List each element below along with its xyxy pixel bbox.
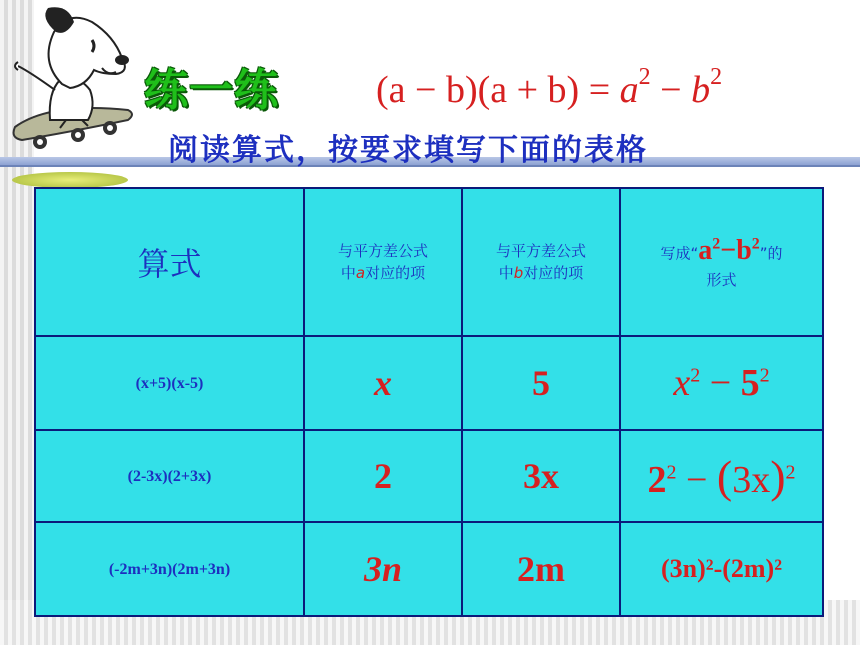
formula-exp-a: 2 bbox=[638, 64, 651, 91]
header-a-var: a bbox=[355, 264, 366, 282]
header-form-mid: −b bbox=[720, 234, 752, 266]
row1-a-value: x bbox=[374, 363, 392, 403]
row3-result bbox=[620, 522, 823, 616]
snoopy-skateboard-icon bbox=[10, 2, 140, 157]
row1-result-base2: 5 bbox=[740, 362, 760, 404]
formula-lhs: (a − b)(a + b) = bbox=[376, 69, 611, 111]
formula-a: a bbox=[619, 69, 639, 111]
page-title: 练一练 bbox=[144, 65, 279, 116]
header-form-post: ”的 bbox=[759, 244, 783, 263]
row3-result-value: (3n)²-(2m)² bbox=[661, 554, 782, 583]
row2-result-value: $2^2 - (3x)^2$ bbox=[647, 450, 796, 502]
row3-expression bbox=[35, 522, 304, 616]
row3-b-value: 2m bbox=[517, 549, 565, 589]
header-a-line1: 与平方差公式 bbox=[337, 242, 428, 260]
row1-result-exp1: 2 bbox=[690, 364, 701, 387]
row1-result-base1: x bbox=[673, 362, 691, 404]
header-b-pre: 中 bbox=[498, 264, 514, 282]
header-a-post: 对应的项 bbox=[365, 264, 426, 282]
row3-a-value: 3n bbox=[363, 549, 403, 589]
row1-result-mid: − bbox=[700, 362, 741, 404]
header-form bbox=[620, 188, 823, 336]
table-row bbox=[35, 522, 823, 616]
header-form-a: a bbox=[698, 234, 713, 266]
header-form-pre: 写成“ bbox=[660, 244, 699, 263]
table-row bbox=[35, 430, 823, 522]
header-form-line2: 形式 bbox=[706, 270, 737, 289]
row2-result-base2: 3x bbox=[732, 458, 771, 501]
header-b-term-label bbox=[463, 240, 619, 284]
row1-b-value: 5 bbox=[532, 363, 550, 403]
yellow-ellipse-decoration bbox=[12, 172, 128, 188]
row2-result bbox=[620, 430, 823, 522]
header-a-pre: 中 bbox=[340, 264, 356, 282]
row2-result-base1: 2 bbox=[647, 458, 667, 501]
row2-b bbox=[462, 430, 620, 522]
difference-of-squares-formula bbox=[376, 64, 723, 112]
table-row bbox=[35, 336, 823, 430]
row3-a bbox=[304, 522, 462, 616]
header-b-term bbox=[462, 188, 620, 336]
formula-b: b bbox=[691, 69, 711, 111]
row3-b bbox=[462, 522, 620, 616]
row1-result-value bbox=[673, 362, 769, 404]
row1-b bbox=[462, 336, 620, 430]
instruction-text: 阅读算式，按要求填写下面的表格 bbox=[168, 133, 648, 168]
header-form-label: 写成“$a^2-b^2$”的 形式 bbox=[660, 234, 783, 289]
row2-b-value: 3x bbox=[523, 456, 559, 496]
formula-minus: − bbox=[650, 69, 692, 111]
row1-result bbox=[620, 336, 823, 430]
row1-result-exp2: 2 bbox=[759, 364, 770, 387]
row2-a-value: 2 bbox=[374, 456, 392, 496]
row2-result-exp1: 2 bbox=[666, 460, 677, 483]
row2-expression-text: (2-3x)(2+3x) bbox=[127, 468, 212, 485]
row1-expression-text: (x+5)(x-5) bbox=[135, 375, 204, 392]
header-b-post: 对应的项 bbox=[523, 264, 584, 282]
header-b-line1: 与平方差公式 bbox=[495, 242, 586, 260]
row3-expression-text: (-2m+3n)(2m+3n) bbox=[108, 561, 231, 578]
row2-expression bbox=[35, 430, 304, 522]
exercise-table bbox=[34, 187, 824, 617]
header-b-var: b bbox=[513, 264, 524, 282]
row2-result-exp2: 2 bbox=[785, 460, 796, 483]
header-expression bbox=[35, 188, 304, 336]
header-a-term-label bbox=[305, 240, 461, 284]
row1-expression bbox=[35, 336, 304, 430]
row1-a bbox=[304, 336, 462, 430]
formula-exp-b: 2 bbox=[710, 64, 723, 91]
header-expression-label: 算式 bbox=[137, 245, 202, 283]
table-header-row bbox=[35, 188, 823, 336]
row2-result-mid: − bbox=[676, 458, 717, 501]
row2-a bbox=[304, 430, 462, 522]
header-a-term bbox=[304, 188, 462, 336]
